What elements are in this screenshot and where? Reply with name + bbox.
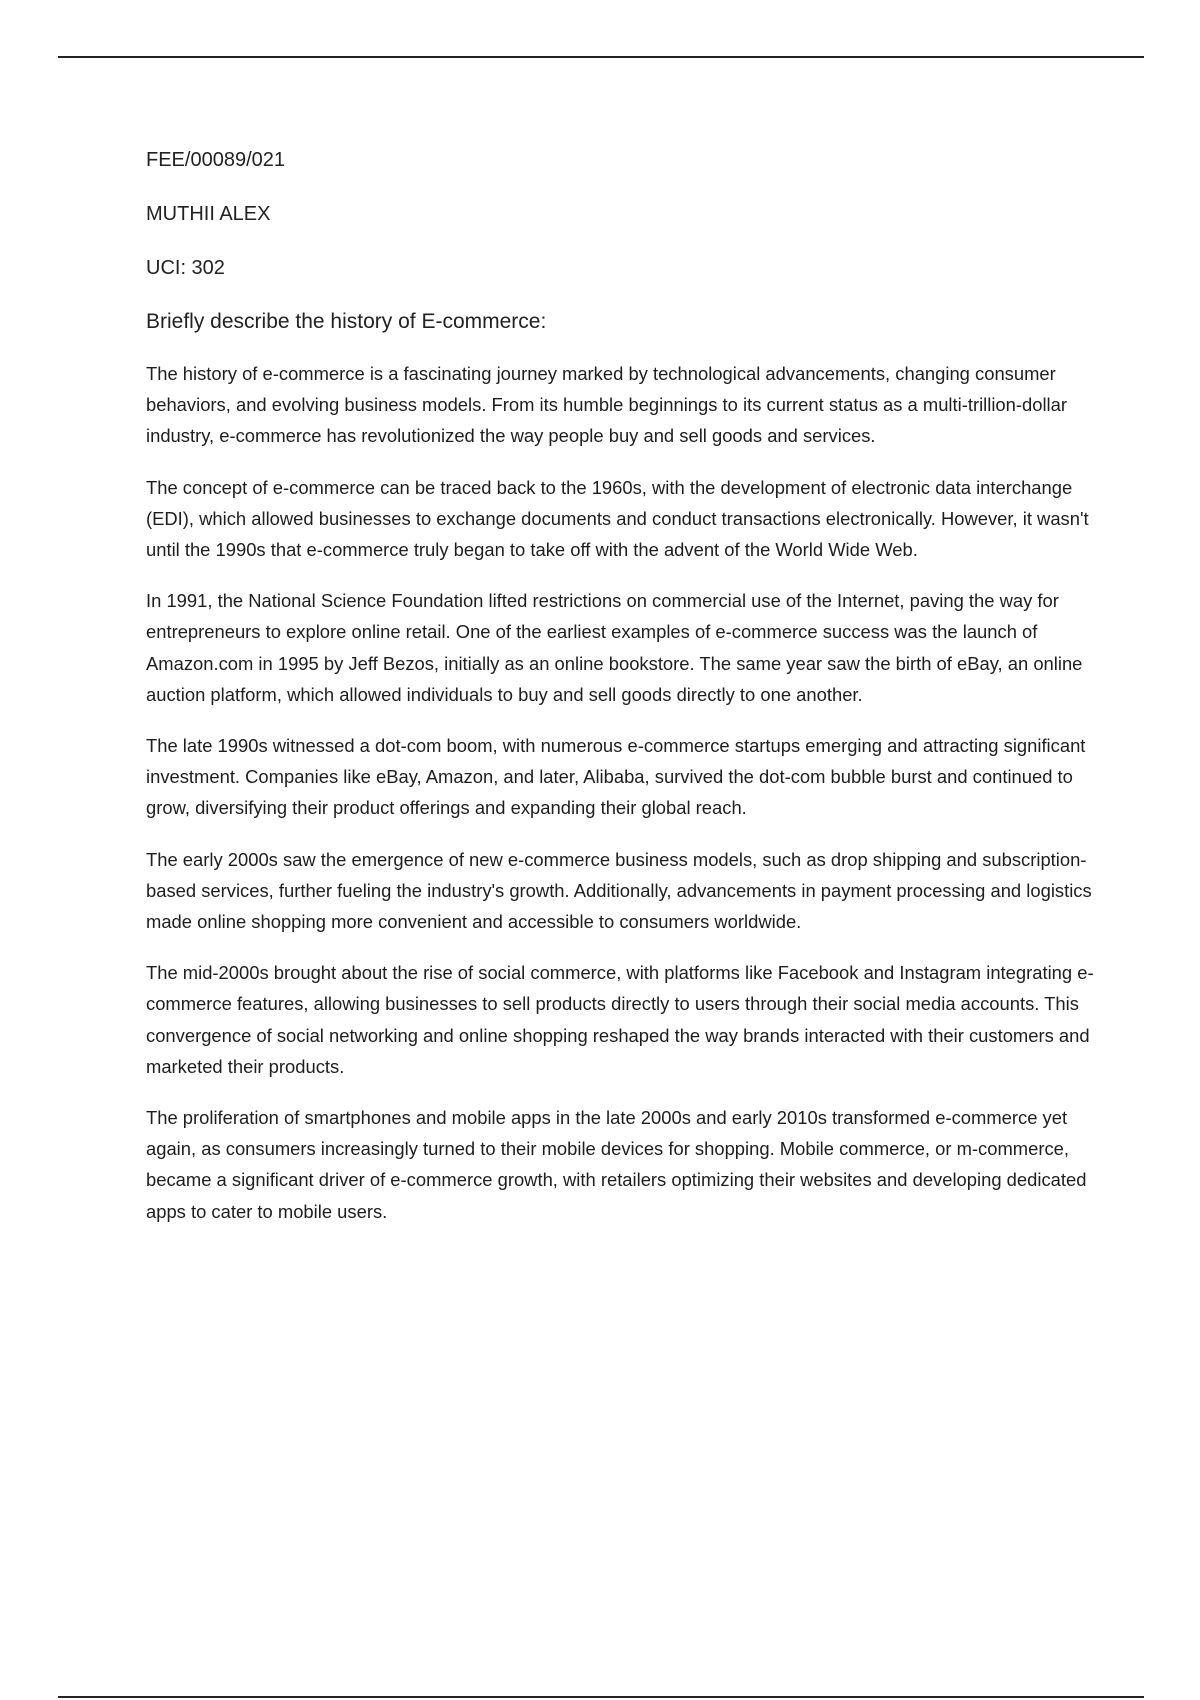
document-body bbox=[146, 146, 1096, 1247]
paragraph-1990s-amazon-ebay: In 1991, the National Science Foundation lifted restrictions on commercial use of the Internet, paving the way for entrepreneurs to explore online retail. One of the earliest examples of e-commerce success was the launch of Amazon.com in 1995 by Jeff Bezos, initially as an online bookstore. The same year saw the birth of eBay, an online auction platform, which allowed individuals to buy and sell goods directly to one another. bbox=[146, 590, 1083, 705]
page-top-rule bbox=[58, 56, 1144, 58]
registration-number: FEE/00089/021 bbox=[146, 149, 285, 171]
question-heading: Briefly describe the history of E-commerce: bbox=[146, 310, 547, 333]
paragraph-dot-com-boom: The late 1990s witnessed a dot-com boom, with numerous e-commerce startups emerging and attracting significant investment. Companies like eBay, Amazon, and later, Alibaba, survived the dot-com bubble burst and continued to grow, diversifying their product offerings and expanding their global reach. bbox=[146, 735, 1086, 819]
unit-code: UCI: 302 bbox=[146, 257, 225, 279]
paragraph-intro: The history of e-commerce is a fascinating journey marked by technological advancements, changing consumer behaviors, and evolving business models. From its humble beginnings to its current status as a multi-trillion-dollar industry, e-commerce has revolutionized the way people buy and sell goods and services. bbox=[146, 363, 1067, 447]
paragraph-mobile-commerce: The proliferation of smartphones and mobile apps in the late 2000s and early 2010s transformed e-commerce yet again, as consumers increasingly turned to their mobile devices for shopping. Mobile commerce, or m-commerce, became a significant driver of e-commerce growth, with retailers optimizing their websites and developing dedicated apps to cater to mobile users. bbox=[146, 1107, 1087, 1222]
paragraph-1960s-edi: The concept of e-commerce can be traced back to the 1960s, with the development of electronic data interchange (EDI), which allowed businesses to exchange documents and conduct transactions electronically. However, it wasn't until the 1990s that e-commerce truly began to take off with the advent of the World Wide Web. bbox=[146, 476, 1089, 561]
paragraph-early-2000s: The early 2000s saw the emergence of new e-commerce business models, such as drop shipping and subscription-based services, further fueling the industry's growth. Additionally, advancements in payment processing and logistics made online shopping more convenient and accessible to consumers worldwide. bbox=[146, 848, 1092, 933]
page-bottom-rule bbox=[58, 1696, 1144, 1698]
student-name: MUTHII ALEX bbox=[146, 203, 271, 225]
paragraph-social-commerce: The mid-2000s brought about the rise of social commerce, with platforms like Facebook and Instagram integrating e-commerce features, allowing businesses to sell products directly to users through their social media accounts. This convergence of social networking and online shopping reshaped the way brands interacted with their customers and marketed their products. bbox=[146, 962, 1094, 1077]
